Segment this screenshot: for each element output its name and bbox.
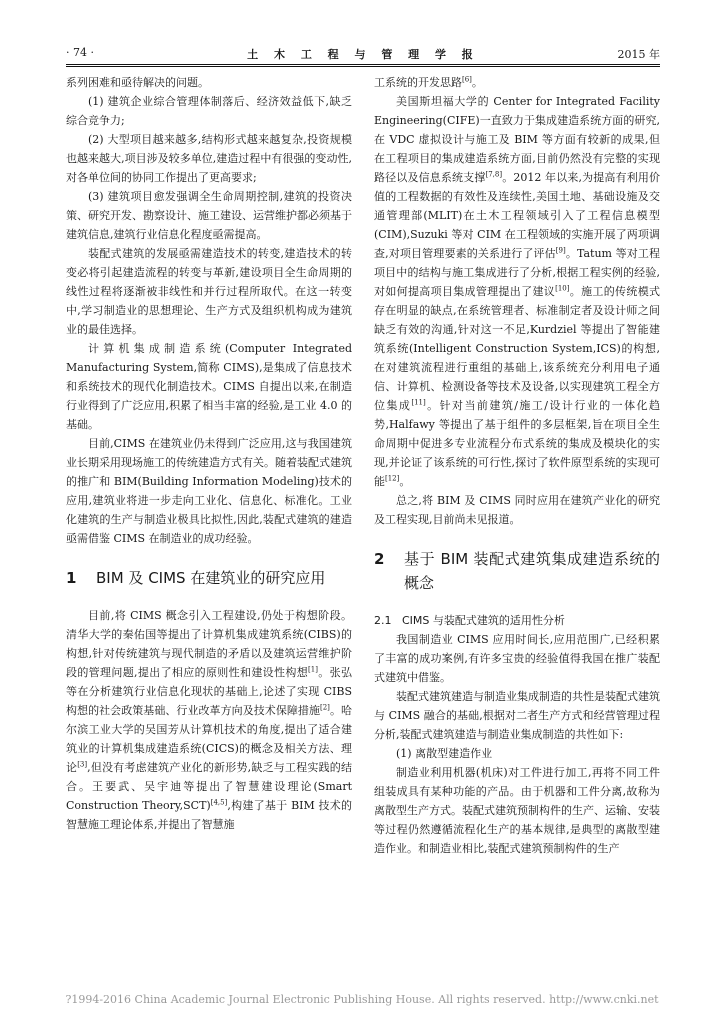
header-rule-top (66, 64, 660, 65)
text-run: 。 (399, 475, 411, 488)
right-column (374, 73, 660, 858)
paragraph: 我国制造业 CIMS 应用时间长,应用范围广,已经积累了丰富的成功案例,有许多宝贵的经验值得我国在推广装配式建筑中借鉴。 (374, 633, 660, 684)
paragraph: 总之,将 BIM 及 CIMS 同时应用在建筑产业化的研究及工程实现,目前尚未见报道。 (374, 494, 660, 526)
paragraph (66, 606, 352, 834)
section-2-heading (374, 547, 660, 595)
text-run: 。Tatum 等对工程项目中的结构与施工集成进行了分析,根据工程实例的经验,对如何提高项目集成管理提出了建议 (374, 247, 660, 298)
header-rule-bottom (66, 66, 660, 67)
section-number: 1 (66, 569, 77, 587)
subsection-title: CIMS 与装配式建筑的适用性分析 (402, 614, 565, 627)
paragraph: (2) 大型项目越来越多,结构形式越来越复杂,投资规模也越来越大,项目涉及较多单位,建造过程中有很强的变动性,对各单位间的协同工作提出了更高要求; (66, 133, 352, 184)
citation: [6] (462, 75, 472, 84)
page-number: · 74 · (66, 46, 94, 59)
text-run: 。针对当前建筑/施工/设计行业的一体化趋势,Halfawy 等提出了基于组件的多层框架,旨在项目全生命周期中促进多专业流程分布式系统的集成及模块化的实现,并论证了该系统的可行性,探讨了软件原型系统的实现可能 (374, 399, 661, 488)
citation: [3] (77, 760, 88, 769)
paragraph (374, 92, 660, 491)
citation: [2] (320, 703, 330, 712)
paragraph: (1) 建筑企业综合管理体制落后、经济效益低下,缺乏综合竞争力; (66, 95, 352, 127)
paragraph: (3) 建筑项目愈发强调全生命周期控制,建筑的投资决策、研究开发、勘察设计、施工建设、运营维护都必须基于建筑信息,建筑行业信息化程度亟需提高。 (66, 190, 352, 241)
citation: [7,8] (485, 170, 503, 179)
text-run: 目前,将 CIMS 概念引入工程建设,仍处于构想阶段。清华大学的秦佑国等提出了计算机集成建筑系统(CIBS)的构想,针对传统建筑与现代制造的矛盾以及建筑运营维护阶段的管理问题,提出了相应的原则性和建设性构想 (66, 609, 352, 679)
subsection-heading (374, 611, 660, 630)
citation: [11] (411, 398, 426, 407)
paragraph: 计算机集成制造系统(Computer Integrated Manufacturing System,简称 CIMS),是集成了信息技术和系统技术的现代化制造技术。CIMS 自提出以来,在制造行业得到了广泛应用,积累了相当丰富的经验,是工业 4.0 的基础。 (66, 342, 352, 431)
text-run: 。2012 年以来,为提高有利用价值的工程数据的有效性及连续性,美国土地、基础设施及交通管理部(MLIT)在土木工程领域引入了工程信息模型(CIM),Suzuki 等对 CIM 在工程领域的实施开展了两项调查,对项目管理要素的关系进行了评估 (374, 171, 660, 260)
left-column (66, 73, 352, 834)
section-title: BIM 及 CIMS 在建筑业的研究应用 (96, 569, 326, 587)
text-run: ,构建了基于 BIM 技术的智慧施工理论体系,并提出了智慧施 (66, 799, 352, 831)
paragraph: 装配式建筑建造与制造业集成制造的共性是装配式建筑与 CIMS 融合的基础,根据对二者生产方式和经营管理过程分析,装配式建筑建造与制造业集成制造的共性如下: (374, 690, 660, 741)
text-run: 美国斯坦福大学的 Center for Integrated Facility Engineering(CIFE)一直致力于集成建造系统方面的研究,在 VDC 虚拟设计与施工及 BIM 等方面有较新的成果,但在工程项目的集成建造系统方面,目前仍然没有完整的实现路径以及信息系统支撑 (374, 95, 660, 184)
publication-year: 2015 年 (617, 48, 660, 61)
subsection-number: 2.1 (374, 614, 392, 627)
text-run: 。哈尔滨工业大学的吴国芳从计算机技术的角度,提出了适合建筑业的计算机集成建造系统(CICS)的概念及相关方法、理论 (66, 704, 353, 774)
section-1-heading (66, 566, 352, 590)
text-run: 工系统的开发思路 (374, 76, 462, 89)
paragraph: 系列困难和亟待解决的问题。 (66, 76, 209, 89)
text-run: 。施工的传统模式存在明显的缺点,在系统管理者、标准制定者及设计师之间缺乏有效的沟通,针对这一不足,Kurdziel 等提出了智能建筑系统(Intelligent Construction System,ICS)的构想,在对建筑流程进行重组的基础上,该系统充分利用电子通信、计算机、检测设备等技术及设备,以实现建筑工程全方位集成 (374, 285, 661, 412)
section-number: 2 (374, 550, 385, 568)
citation: [12] (385, 474, 400, 483)
citation: [9] (555, 246, 566, 255)
text-run: 。张弘等在分析建筑行业信息化现状的基础上,论述了实现 CIBS 构想的社会政策基础、行业改革方向及技术保障措施 (66, 666, 352, 717)
citation: [1] (308, 665, 318, 674)
list-heading: (1) 离散型建造作业 (396, 747, 493, 760)
citation: [4,5] (210, 798, 228, 807)
journal-title: 土 木 工 程 与 管 理 学 报 (247, 48, 479, 61)
section-title: 基于 BIM 装配式建筑集成建造系统的概念 (404, 550, 660, 592)
paragraph: 制造业利用机器(机床)对工件进行加工,再将不同工件组装成具有某种功能的产品。由于机器和工件分离,故称为离散型生产方式。装配式建筑预制构件的生产、运输、安装等过程仍然遵循流程化生产的基本规律,是典型的离散型建造作业。和制造业相比,装配式建筑预制构件的生产 (374, 766, 660, 855)
paragraph (374, 73, 660, 92)
text-run: 。 (471, 76, 483, 89)
copyright-footer: ?1994-2016 China Academic Journal Electronic Publishing House. All rights reserved. http://www.cnki.net (65, 993, 659, 1006)
citation: [10] (555, 284, 570, 293)
text-run: ,但没有考虑建筑产业化的新形势,缺乏与工程实践的结合。王要武、吴宇迪等提出了智慧建设理论(Smart Construction Theory,SCT) (66, 761, 352, 812)
paragraph: 装配式建筑的发展亟需建造技术的转变,建造技术的转变必将引起建造流程的转变与革新,建设项目全生命周期的线性过程将逐渐被非线性和并行过程所取代。在这一转变中,学习制造业的思想理论、生产方式及组织机构成为建筑业的最佳选择。 (66, 247, 352, 336)
paragraph: 目前,CIMS 在建筑业仍未得到广泛应用,这与我国建筑业长期采用现场施工的传统建造方式有关。随着装配式建筑的推广和 BIM(Building Information Modeling)技术的应用,建筑业将进一步走向工业化、信息化、标准化。工业化建筑的生产与制造业极具比拟性,因此,装配式建筑的建造亟需借鉴 CIMS 在制造业的成功经验。 (66, 437, 352, 545)
page-header (66, 42, 660, 64)
